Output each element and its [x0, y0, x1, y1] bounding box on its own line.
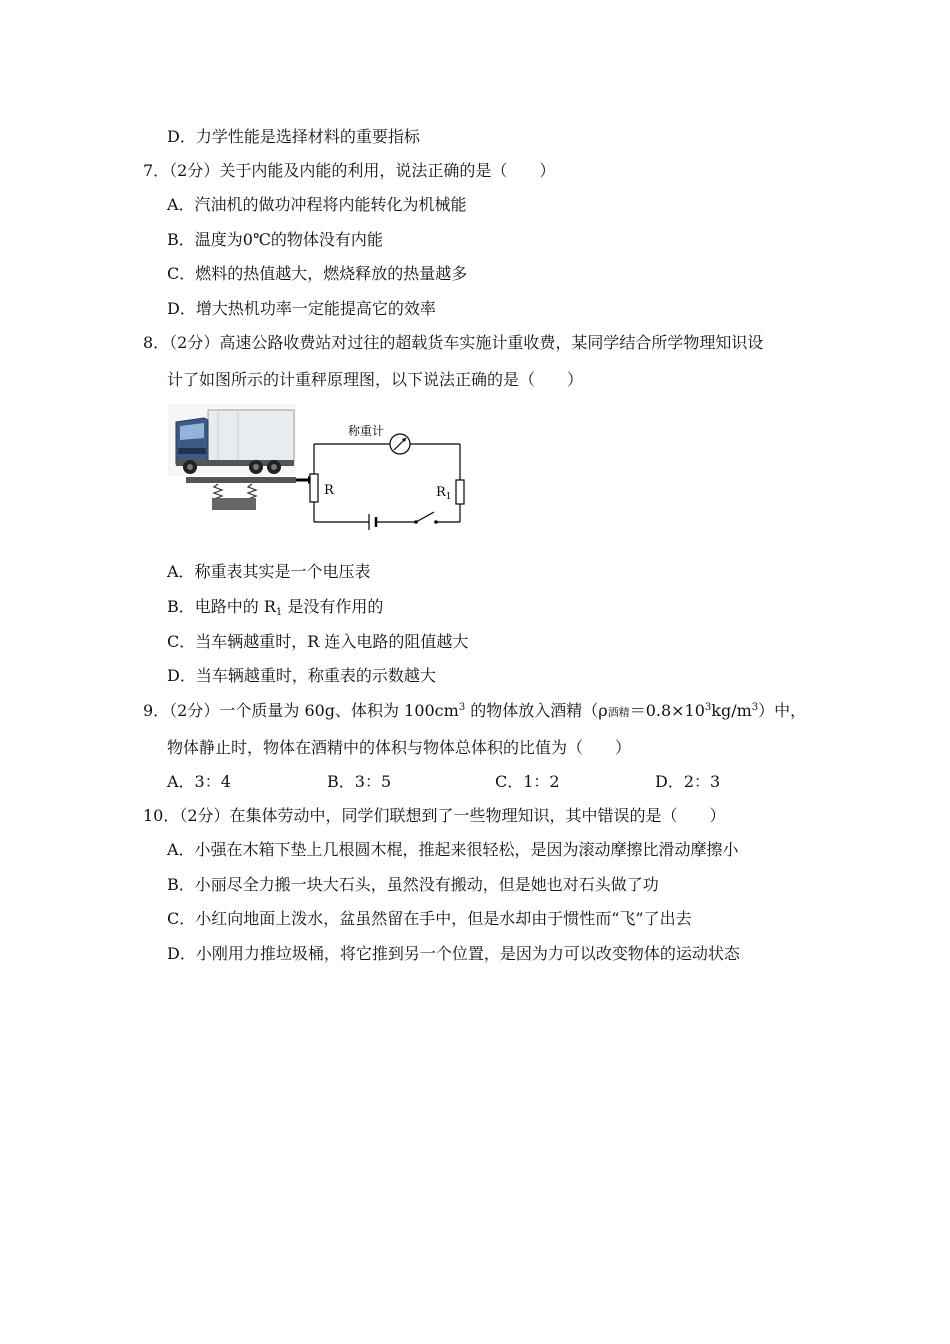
- switch: [414, 512, 438, 524]
- meter-label: 称重计: [348, 424, 385, 438]
- truck-illustration: [168, 404, 296, 476]
- q6-option-d: D．力学性能是选择材料的重要指标: [167, 127, 420, 146]
- q9-option-a: A．3：4: [167, 772, 231, 791]
- resistor-r-label: R: [324, 483, 334, 498]
- q10-option-b: B．小丽尽全力搬一块大石头，虽然没有搬动，但是她也对石头做了功: [167, 875, 659, 894]
- q8-option-a: A．称重表其实是一个电压表: [167, 562, 371, 581]
- q9-stem-line1: 9．（2分）一个质量为 60g、体积为 $100cm^3$ 的物体放入酒精（ρ酒精$=0.8\times 10^3kg/m^3$）中，: [143, 701, 807, 720]
- q9-option-b: B．3：5: [327, 772, 392, 791]
- scale-base: [212, 498, 256, 510]
- q10-stem: 10．（2分）在集体劳动中，同学们联想到了一些物理知识，其中错误的是（ ）: [143, 806, 726, 825]
- q8-option-b: B．电路中的 $R_1$ 是没有作用的: [167, 597, 384, 618]
- q10-option-a: A．小强在木箱下垫上几根圆木棍，推起来很轻松，是因为滚动摩擦比滑动摩擦小: [167, 840, 739, 859]
- q10-option-d: D．小刚用力推垃圾桶，将它推到另一个位置，是因为力可以改变物体的运动状态: [167, 944, 740, 963]
- q9-option-d: D．2：3: [655, 772, 721, 791]
- q7-option-d: D．增大热机功率一定能提高它的效率: [167, 299, 436, 318]
- resistor-r1: [456, 480, 464, 504]
- q9-stem-line2: 物体静止时，物体在酒精中的体积与物体总体积的比值为（ ）: [167, 738, 632, 757]
- resistor-r1-label: $R_1$: [436, 485, 452, 502]
- q9-option-c: C．1：2: [495, 772, 560, 791]
- q7-stem: 7．（2分）关于内能及内能的利用，说法正确的是（ ）: [143, 161, 556, 180]
- q8-stem-line2: 计了如图所示的计重秤原理图，以下说法正确的是（ ）: [167, 370, 584, 389]
- q8-option-d: D．当车辆越重时，称重表的示数越大: [167, 666, 436, 685]
- circuit-wires: [314, 444, 460, 522]
- scale-platform: [186, 477, 296, 483]
- resistor-r: [310, 474, 318, 502]
- q7-option-c: C．燃料的热值越大，燃烧释放的热量越多: [167, 264, 468, 283]
- q7-option-a: A．汽油机的做功冲程将内能转化为机械能: [167, 195, 467, 214]
- q10-option-c: C．小红向地面上泼水，盆虽然留在手中，但是水却由于惯性而“飞”了出去: [167, 909, 692, 928]
- q8-stem-line1: 8．（2分）高速公路收费站对过往的超载货车实施计重收费，某同学结合所学物理知识设: [143, 333, 764, 352]
- battery: [369, 514, 376, 530]
- weighing-circuit-figure: [168, 404, 468, 536]
- q7-option-b: B．温度为0℃的物体没有内能: [167, 230, 383, 249]
- q8-option-c: C．当车辆越重时，R 连入电路的阻值越大: [167, 632, 469, 651]
- weighing-meter: [390, 434, 410, 454]
